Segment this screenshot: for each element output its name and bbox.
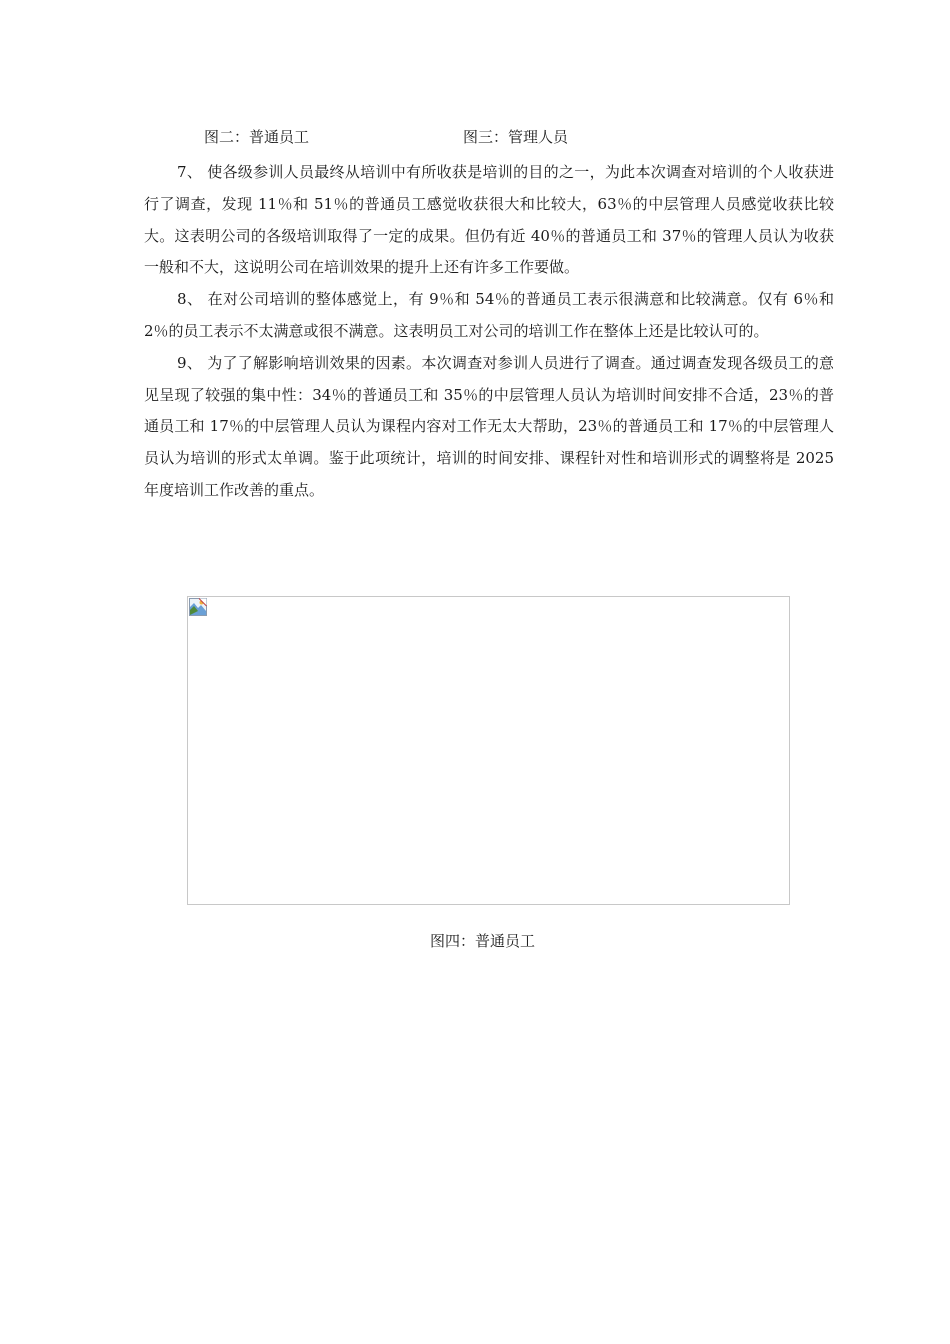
paragraph-8: 8、 在对公司培训的整体感觉上，有 9％和 54％的普通员工表示很满意和比较满意。仅有 6％和 2％的员工表示不太满意或很不满意。这表明员工对公司的培训工作在整体上还是比较认可的。	[144, 290, 834, 340]
body-text	[144, 157, 834, 507]
figure-captions-row	[0, 126, 950, 148]
figure-3-caption: 图三：管理人员	[463, 128, 569, 146]
figure-2-caption: 图二：普通员工	[204, 128, 310, 146]
figure-4-caption: 图四：普通员工	[430, 932, 536, 950]
paragraph-9: 9、 为了了解影响培训效果的因素。本次调查对参训人员进行了调查。通过调查发现各级员工的意见呈现了较强的集中性：34％的普通员工和 35％的中层管理人员认为培训时间安排不合适，23％的普通员工和 17％的中层管理人员认为课程内容对工作无太大帮助，23％的普通员工和 17％的中层管理人员认为培训的形式太单调。鉴于此项统计，培训的时间安排、课程针对性和培训形式的调整将是 2025 年度培训工作改善的重点。	[144, 353, 834, 499]
figure-4-image	[187, 596, 790, 905]
broken-image-icon	[189, 598, 207, 616]
paragraph-7: 7、 使各级参训人员最终从培训中有所收获是培训的目的之一，为此本次调查对培训的个人收获进行了调查，发现 11％和 51％的普通员工感觉收获很大和比较大，63％的中层管理人员感觉收获比较大。这表明公司的各级培训取得了一定的成果。但仍有近 40％的普通员工和 37％的管理人员认为收获一般和不大，这说明公司在培训效果的提升上还有许多工作要做。	[144, 163, 834, 277]
